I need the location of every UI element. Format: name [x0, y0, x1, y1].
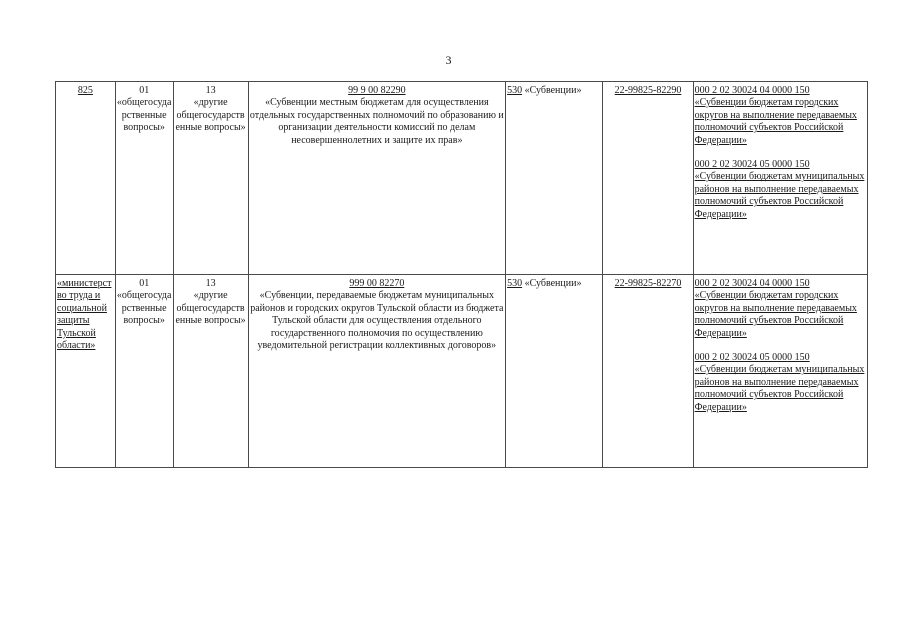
expense-code: 530	[507, 278, 523, 289]
org-name: «министерство труда и социальной защиты Тульской области»	[57, 278, 112, 352]
target-name: «Субвенции местным бюджетам для осуществления отдельных государственных полномочий по образованию и организации деятельности комиссий по делам несовершеннолетних и защите их прав»	[249, 97, 504, 146]
section-code: 01	[139, 85, 150, 96]
budget-codes-table	[55, 81, 868, 468]
org-cell	[56, 275, 116, 468]
target-cell	[248, 275, 505, 468]
additional-code-cell	[603, 275, 693, 468]
additional-code: 22-99825-82270	[614, 278, 682, 289]
expense-code: 530	[507, 85, 523, 96]
section-name: «общегосударственные вопросы»	[116, 290, 172, 327]
income-cell	[693, 275, 867, 468]
section-name: «общегосударственные вопросы»	[116, 97, 172, 134]
income-code: 000 2 02 30024 04 0000 150	[694, 278, 810, 289]
subsection-cell	[173, 82, 248, 275]
income-name: «Субвенции бюджетам муниципальных районов на выполнение передаваемых полномочий субъектов Российской Федерации»	[694, 171, 865, 220]
target-cell	[248, 82, 505, 275]
section-cell	[115, 275, 173, 468]
expense-cell	[506, 82, 603, 275]
expense-cell	[506, 275, 603, 468]
additional-code: 22-99825-82290	[614, 85, 682, 96]
target-code: 999 00 82270	[349, 278, 405, 289]
target-name: «Субвенции, передаваемые бюджетам муниципальных районов и городских округов Тульской области из бюджета Тульской области для осуществления отдельного государственного полномочия по осуществлению уведомительной регистрации коллективных договоров»	[250, 290, 504, 352]
additional-code-cell	[603, 82, 693, 275]
income-code: 000 2 02 30024 05 0000 150	[694, 159, 810, 171]
income-name: «Субвенции бюджетам муниципальных районов на выполнение передаваемых полномочий субъектов Российской Федерации»	[694, 364, 865, 413]
page-number: 3	[445, 53, 452, 67]
section-cell	[115, 82, 173, 275]
income-name: «Субвенции бюджетам городских округов на выполнение передаваемых полномочий субъектов Российской Федерации»	[694, 97, 857, 146]
income-cell	[693, 82, 867, 275]
section-code: 01	[139, 278, 150, 289]
subsection-cell	[173, 275, 248, 468]
subsection-name: «другие общегосударственные вопросы»	[175, 97, 246, 134]
table-row	[56, 275, 868, 468]
subsection-code: 13	[205, 85, 216, 96]
target-code: 99 9 00 82290	[348, 85, 406, 96]
income-code: 000 2 02 30024 05 0000 150	[694, 352, 810, 364]
income-code: 000 2 02 30024 04 0000 150	[694, 85, 810, 96]
subsection-code: 13	[205, 278, 216, 289]
expense-name: «Субвенции»	[524, 278, 582, 289]
income-name: «Субвенции бюджетам городских округов на выполнение передаваемых полномочий субъектов Российской Федерации»	[694, 290, 857, 339]
org-cell	[56, 82, 116, 275]
org-code: 825	[77, 85, 93, 96]
expense-name: «Субвенции»	[524, 85, 582, 96]
subsection-name: «другие общегосударственные вопросы»	[175, 290, 246, 327]
table-row	[56, 82, 868, 275]
